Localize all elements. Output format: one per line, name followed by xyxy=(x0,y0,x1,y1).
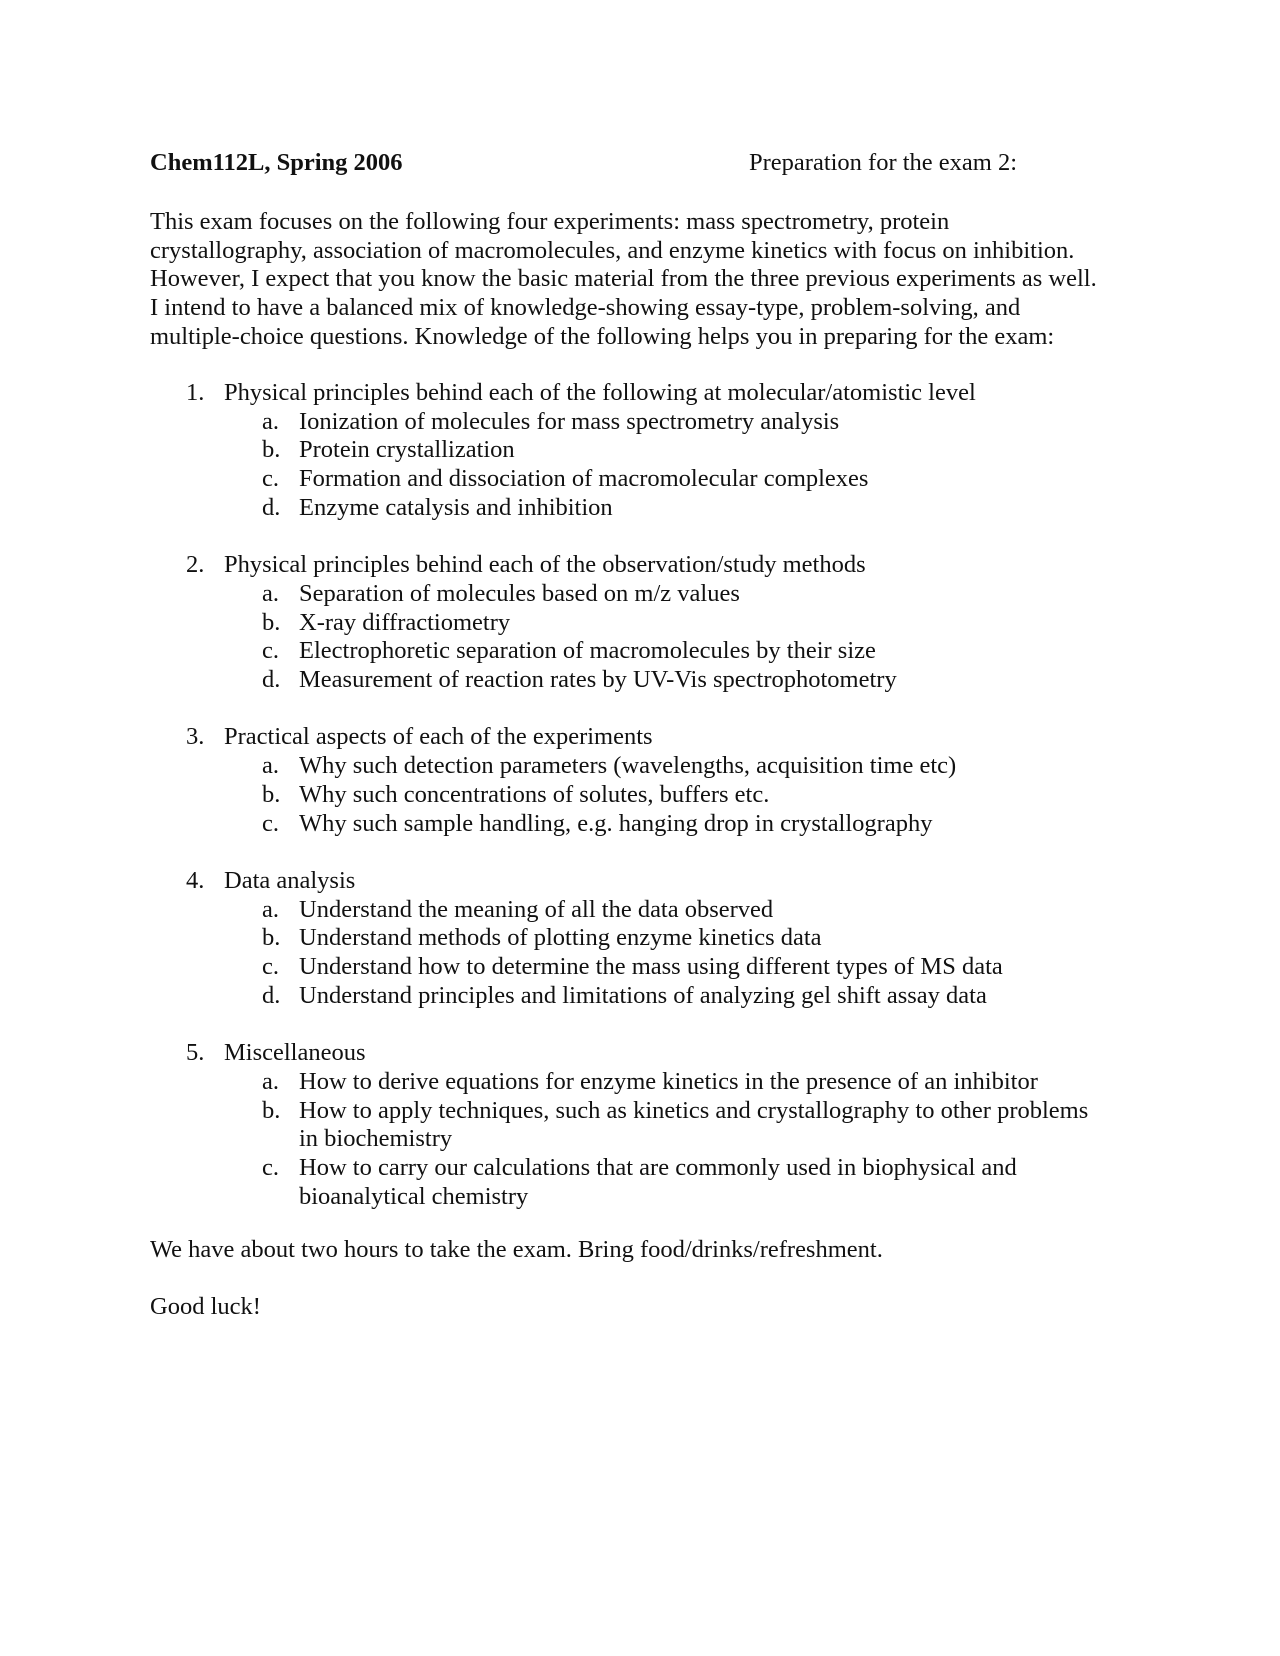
list-item xyxy=(150,666,1160,695)
intro-line: However, I expect that you know the basic material from the three previous experiments as well. xyxy=(150,265,1097,293)
section-title: Physical principles behind each of the following at molecular/atomistic level xyxy=(224,379,976,406)
section-title: Physical principles behind each of the observation/study methods xyxy=(224,551,866,579)
item-letter: d. xyxy=(262,666,281,694)
section-number: 2. xyxy=(186,551,205,579)
item-text: How to carry our calculations that are commonly used in biophysical and bioanalytical chemistry xyxy=(299,1153,1017,1210)
section-number: 3. xyxy=(186,723,205,751)
section-number: 1. xyxy=(186,379,205,406)
item-text: How to derive equations for enzyme kinetics in the presence of an inhibitor xyxy=(299,1067,1038,1095)
topic-section xyxy=(150,379,1160,523)
item-letter: a. xyxy=(262,579,279,607)
list-item xyxy=(150,1068,1160,1097)
item-text: Understand principles and limitations of analyzing gel shift assay data xyxy=(299,981,987,1009)
item-text: Ionization of molecules for mass spectrometry analysis xyxy=(299,407,840,435)
list-item xyxy=(150,1097,1160,1154)
section-title: Data analysis xyxy=(224,866,356,894)
item-letter: b. xyxy=(262,436,281,464)
list-item xyxy=(150,580,1160,609)
item-text: Why such detection parameters (wavelengths, acquisition time etc) xyxy=(299,752,957,780)
list-item xyxy=(150,924,1160,953)
item-text: Electrophoretic separation of macromolecules by their size xyxy=(299,637,876,665)
item-letter: b. xyxy=(262,780,281,808)
item-text: Enzyme catalysis and inhibition xyxy=(299,493,613,521)
list-item xyxy=(150,896,1160,925)
section-heading xyxy=(150,551,1160,580)
list-item xyxy=(150,609,1160,638)
item-text: Separation of molecules based on m/z values xyxy=(299,579,740,607)
list-item xyxy=(150,436,1160,465)
topic-section xyxy=(150,723,1160,838)
topic-section xyxy=(150,1039,1160,1211)
intro-line: multiple-choice questions. Knowledge of the following helps you in preparing for the exam: xyxy=(150,322,1055,350)
item-text: Understand how to determine the mass using different types of MS data xyxy=(299,953,1003,981)
item-letter: c. xyxy=(262,809,279,837)
item-letter: c. xyxy=(262,465,279,493)
list-item xyxy=(150,982,1160,1011)
list-item xyxy=(150,953,1160,982)
list-item xyxy=(150,494,1160,523)
section-number: 4. xyxy=(186,866,205,894)
item-text: Understand the meaning of all the data observed xyxy=(299,895,774,923)
intro-paragraph xyxy=(150,208,1160,352)
item-letter: c. xyxy=(262,637,279,665)
section-title: Miscellaneous xyxy=(224,1039,366,1067)
sign-off: Good luck! xyxy=(150,1293,261,1320)
item-letter: b. xyxy=(262,1096,281,1124)
intro-line: This exam focuses on the following four experiments: mass spectrometry, protein xyxy=(150,208,950,235)
item-letter: c. xyxy=(262,953,279,981)
item-text: Measurement of reaction rates by UV-Vis spectrophotometry xyxy=(299,666,897,694)
item-text: X-ray diffractiometry xyxy=(299,608,511,636)
topic-list xyxy=(150,379,1160,1240)
list-item xyxy=(150,1154,1160,1211)
section-heading xyxy=(150,379,1160,408)
item-text: Why such sample handling, e.g. hanging drop in crystallography xyxy=(299,809,933,837)
item-text: Why such concentrations of solutes, buffers etc. xyxy=(299,780,770,808)
list-item xyxy=(150,465,1160,494)
item-letter: a. xyxy=(262,895,279,923)
item-letter: a. xyxy=(262,407,279,435)
item-text: Understand methods of plotting enzyme kinetics data xyxy=(299,924,822,952)
item-letter: a. xyxy=(262,752,279,780)
section-number: 5. xyxy=(186,1039,205,1067)
list-item xyxy=(150,408,1160,437)
list-item xyxy=(150,781,1160,810)
list-item xyxy=(150,637,1160,666)
document-title: Preparation for the exam 2: xyxy=(749,149,1018,176)
closing-note: We have about two hours to take the exam. Bring food/drinks/refreshment. xyxy=(150,1236,883,1263)
item-letter: b. xyxy=(262,924,281,952)
item-letter: d. xyxy=(262,493,281,521)
intro-line: I intend to have a balanced mix of knowledge-showing essay-type, problem-solving, and xyxy=(150,294,1021,322)
item-letter: a. xyxy=(262,1067,279,1095)
course-title: Chem112L, Spring 2006 xyxy=(150,149,403,176)
section-title: Practical aspects of each of the experiments xyxy=(224,723,653,751)
item-text: Formation and dissociation of macromolecular complexes xyxy=(299,465,869,493)
intro-line: crystallography, association of macromolecules, and enzyme kinetics with focus on inhibition. xyxy=(150,236,1075,264)
section-heading xyxy=(150,723,1160,752)
section-heading xyxy=(150,867,1160,896)
item-letter: b. xyxy=(262,608,281,636)
topic-section xyxy=(150,867,1160,1011)
item-letter: d. xyxy=(262,981,281,1009)
list-item xyxy=(150,810,1160,839)
section-heading xyxy=(150,1039,1160,1068)
list-item xyxy=(150,752,1160,781)
item-letter: c. xyxy=(262,1153,279,1181)
topic-section xyxy=(150,551,1160,695)
item-text: Protein crystallization xyxy=(299,436,515,464)
item-text: How to apply techniques, such as kinetics and crystallography to other problems in biochemistry xyxy=(299,1096,1089,1153)
